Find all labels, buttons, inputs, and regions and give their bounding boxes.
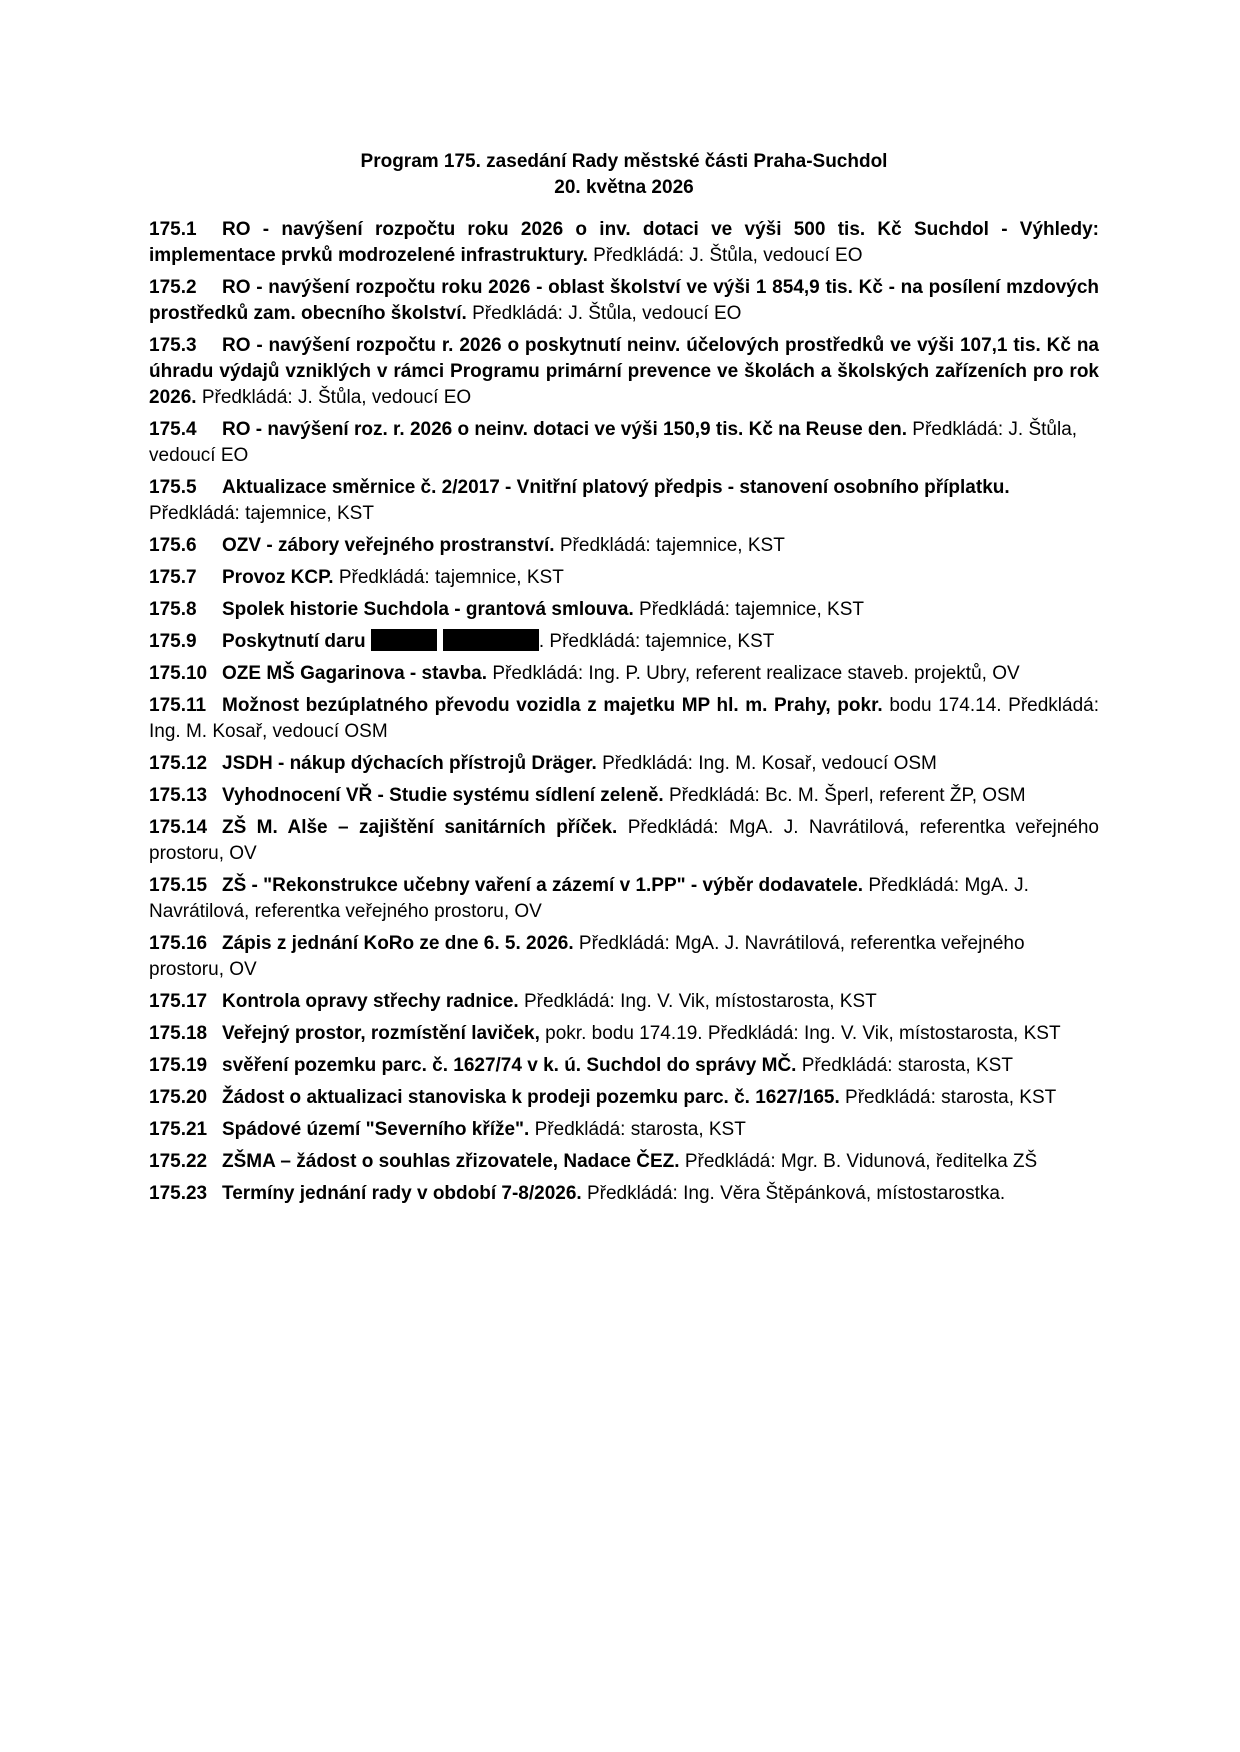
agenda-item (149, 533, 1099, 559)
item-number: 175.13 (149, 785, 208, 806)
agenda-item (149, 873, 1099, 925)
item-presenter: Předkládá: MgA. J. Navrátilová, referentka veřejného prostoru, OV (149, 933, 1025, 980)
item-presenter: Předkládá: J. Štůla, vedoucí EO (472, 303, 742, 324)
item-title: RO - navýšení rozpočtu r. 2026 o poskytnutí neinv. účelových prostředků ve výši 107,1 tis. Kč na úhradu výdajů vzniklých v rámci Programu primární prevence ve školách a školských zařízeních pro rok 2026. (149, 335, 1099, 408)
document-page (149, 149, 1099, 1213)
item-presenter: Předkládá: tajemnice, KST (549, 631, 775, 652)
item-number: 175.4 (149, 419, 197, 440)
agenda-item (149, 475, 1099, 527)
item-presenter: Předkládá: MgA. J. Navrátilová, referentka veřejného prostoru, OV (149, 817, 1099, 864)
agenda-item (149, 751, 1099, 777)
item-number: 175.20 (149, 1087, 208, 1108)
item-number: 175.1 (149, 219, 197, 240)
item-number: 175.14 (149, 817, 208, 838)
item-title: Žádost o aktualizaci stanoviska k prodeji pozemku parc. č. 1627/165. (222, 1087, 840, 1108)
item-presenter: Předkládá: starosta, KST (801, 1055, 1013, 1076)
item-presenter: Předkládá: Ing. M. Kosař, vedoucí OSM (602, 753, 937, 774)
item-presenter: Předkládá: J. Štůla, vedoucí EO (149, 419, 1078, 466)
item-presenter: Předkládá: Mgr. B. Vidunová, ředitelka ZŠ (684, 1151, 1038, 1172)
item-presenter: Předkládá: starosta, KST (845, 1087, 1057, 1108)
item-title: Vyhodnocení VŘ - Studie systému sídlení zeleně. (222, 785, 664, 806)
item-title: JSDH - nákup dýchacích přístrojů Dräger. (222, 753, 597, 774)
item-number: 175.15 (149, 875, 208, 896)
item-presenter: Předkládá: Bc. M. Šperl, referent ŽP, OSM (668, 785, 1026, 806)
item-presenter: Předkládá: tajemnice, KST (149, 503, 374, 524)
item-title: Provoz KCP. (222, 567, 334, 588)
item-presenter: Předkládá: J. Štůla, vedoucí EO (201, 387, 472, 408)
item-presenter: Předkládá: J. Štůla, vedoucí EO (593, 245, 863, 266)
item-title: Spolek historie Suchdola - grantová smlouva. (222, 599, 634, 620)
item-number: 175.17 (149, 991, 208, 1012)
redaction-block (443, 629, 539, 651)
agenda-item (149, 333, 1099, 411)
item-title: Zápis z jednání KoRo ze dne 6. 5. 2026. (222, 933, 574, 954)
agenda-item (149, 417, 1099, 469)
agenda-item (149, 661, 1099, 687)
document-date: 20. května 2026 (554, 177, 694, 198)
item-presenter: bodu 174.14. Předkládá: Ing. M. Kosař, vedoucí OSM (149, 695, 1100, 742)
agenda-item (149, 275, 1099, 327)
item-number: 175.8 (149, 599, 197, 620)
agenda-item (149, 931, 1099, 983)
agenda-item (149, 783, 1099, 809)
item-number: 175.3 (149, 335, 197, 356)
item-presenter: Předkládá: Ing. V. Vik, místostarosta, KST (524, 991, 877, 1012)
item-presenter: Předkládá: starosta, KST (534, 1119, 746, 1140)
item-number: 175.23 (149, 1183, 208, 1204)
document-header (149, 149, 1099, 201)
item-number: 175.10 (149, 663, 208, 684)
item-presenter: pokr. bodu 174.19. Předkládá: Ing. V. Vik, místostarosta, KST (545, 1023, 1061, 1044)
item-number: 175.19 (149, 1055, 208, 1076)
agenda-item (149, 1149, 1099, 1175)
item-number: 175.5 (149, 477, 197, 498)
agenda-list (149, 217, 1099, 1207)
item-title: Spádové území "Severního kříže". (222, 1119, 530, 1140)
agenda-item (149, 815, 1099, 867)
redaction-block (371, 629, 437, 651)
item-title: Kontrola opravy střechy radnice. (222, 991, 519, 1012)
agenda-item (149, 1117, 1099, 1143)
item-number: 175.21 (149, 1119, 208, 1140)
item-title: Termíny jednání rady v období 7-8/2026. (222, 1183, 582, 1204)
item-presenter: Předkládá: Ing. P. Ubry, referent realizace staveb. projektů, OV (492, 663, 1020, 684)
agenda-item: 175.9 Poskytnutí daru . Předkládá: tajemnice, KST (149, 629, 1099, 655)
agenda-item (149, 1053, 1099, 1079)
item-title: ZŠMA – žádost o souhlas zřizovatele, Nadace ČEZ. (222, 1151, 680, 1172)
agenda-item (149, 693, 1099, 745)
item-title: RO - navýšení roz. r. 2026 o neinv. dotaci ve výši 150,9 tis. Kč na Reuse den. (222, 419, 907, 440)
agenda-item (149, 1085, 1099, 1111)
item-number: 175.16 (149, 933, 208, 954)
item-title: ZŠ - "Rekonstrukce učebny vaření a zázemí v 1.PP" - výběr dodavatele. (222, 875, 864, 896)
item-number: 175.2 (149, 277, 197, 298)
agenda-item (149, 989, 1099, 1015)
item-presenter: Předkládá: Ing. Věra Štěpánková, místostarostka. (586, 1183, 1006, 1204)
item-title: RO - navýšení rozpočtu roku 2026 - oblast školství ve výši 1 854,9 tis. Kč - na posílení mzdových prostředků zam. obecního školství. (149, 277, 1099, 324)
item-presenter: Předkládá: tajemnice, KST (338, 567, 564, 588)
item-number: 175.11 (149, 695, 207, 716)
item-title: Veřejný prostor, rozmístění laviček, (222, 1023, 540, 1044)
agenda-item (149, 1021, 1099, 1047)
agenda-item (149, 565, 1099, 591)
item-title: OZE MŠ Gagarinova - stavba. (222, 663, 488, 684)
item-title: Možnost bezúplatného převodu vozidla z majetku MP hl. m. Prahy, pokr. (222, 695, 883, 716)
document-title: Program 175. zasedání Rady městské části Praha-Suchdol (360, 151, 888, 172)
item-title: RO - navýšení rozpočtu roku 2026 o inv. dotaci ve výši 500 tis. Kč Suchdol - Výhledy: implementace prvků modrozelené infrastruktury. (149, 219, 1099, 266)
item-title: svěření pozemku parc. č. 1627/74 v k. ú. Suchdol do správy MČ. (222, 1055, 797, 1076)
item-number: 175.12 (149, 753, 208, 774)
item-presenter: Předkládá: tajemnice, KST (639, 599, 864, 620)
item-title: OZV - zábory veřejného prostranství. (222, 535, 555, 556)
agenda-item (149, 1181, 1099, 1207)
item-presenter: Předkládá: MgA. J. Navrátilová, referentka veřejného prostoru, OV (149, 875, 1029, 922)
item-number: 175.9 (149, 631, 197, 652)
item-presenter: Předkládá: tajemnice, KST (559, 535, 785, 556)
item-number: 175.22 (149, 1151, 208, 1172)
item-number: 175.6 (149, 535, 197, 556)
item-title: Aktualizace směrnice č. 2/2017 - Vnitřní platový předpis - stanovení osobního příplatku. (222, 477, 1010, 498)
item-number: 175.18 (149, 1023, 208, 1044)
item-title: ZŠ M. Alše – zajištění sanitárních příček. (222, 817, 618, 838)
item-title: Poskytnutí daru (222, 631, 366, 652)
agenda-item (149, 217, 1099, 269)
item-number: 175.7 (149, 567, 197, 588)
agenda-item (149, 597, 1099, 623)
